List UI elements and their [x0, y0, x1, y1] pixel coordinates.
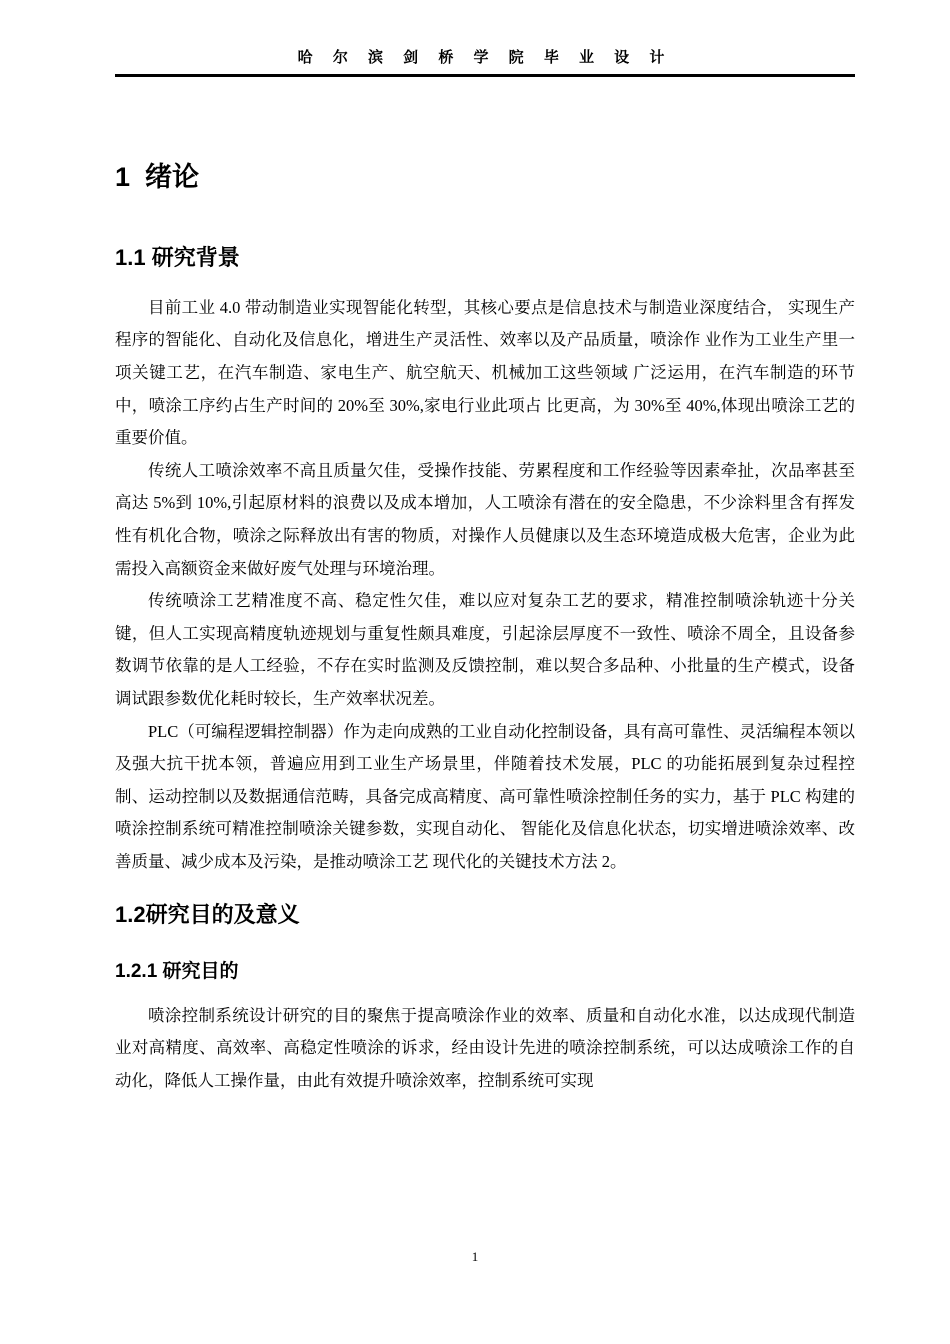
header-title: 哈 尔 滨 剑 桥 学 院 毕 业 设 计 [297, 49, 673, 66]
section-heading-1-1: 1.1 研究背景 [115, 245, 240, 271]
paragraph: PLC（可编程逻辑控制器）作为走向成熟的工业自动化控制设备，具有高可靠性、灵活编程本领以及强大抗干扰本领，普遍应用到工业生产场景里，伴随着技术发展，PLC 的功能拓展到复杂过程控制、运动控制以及数据通信范畴，具备完成高精度、高可靠性喷涂控制任务的实力，基于 PLC 构建的喷涂控制系统可精准控制喷涂关键参数，实现自动化、 智能化及信息化状态，切实增进喷涂效率、改善质量、减少成本及污染，是推动喷涂工艺 现代化的关键技术方法 2。 [115, 721, 855, 871]
page-header [115, 46, 855, 77]
paragraph: 目前工业 4.0 带动制造业实现智能化转型，其核心要点是信息技术与制造业深度结合， 实现生产程序的智能化、自动化及信息化，增进生产灵活性、效率以及产品质量，喷涂作 业作为工业生产里一项关键工艺，在汽车制造、家电生产、航空航天、机械加工这些领域 广泛运用，在汽车制造的环节中，喷涂工序约占生产时间的 20%至 30%,家电行业此项占 比更高，为 30%至 40%,体现出喷涂工艺的重要价值。 [115, 297, 855, 448]
paragraph: 传统喷涂工艺精准度不高、稳定性欠佳，难以应对复杂工艺的要求，精准控制喷涂轨迹十分关键，但人工实现高精度轨迹规划与重复性颇具难度，引起涂层厚度不一致性、喷涂不周全，且设备参数调节依靠的是人工经验，不存在实时监测及反馈控制，难以契合多品种、小批量的生产模式，设备调试跟参数优化耗时较长，生产效率状况差。 [115, 591, 855, 708]
page-number: 1 [471, 1249, 479, 1264]
subsection-heading-1-2-1: 1.2.1 研究目的 [115, 960, 239, 982]
paragraph: 传统人工喷涂效率不高且质量欠佳，受操作技能、劳累程度和工作经验等因素牵扯，次品率甚至高达 5%到 10%,引起原材料的浪费以及成本增加，人工喷涂有潜在的安全隐患，不少涂料里含有挥发性有机化合物，喷涂之际释放出有害的物质，对操作人员健康以及生态环境造成极大危害，企业为此需投入高额资金来做好废气处理与环境治理。 [115, 460, 855, 578]
document-body [115, 161, 855, 1097]
paragraph: 喷涂控制系统设计研究的目的聚焦于提高喷涂作业的效率、质量和自动化水准，以达成现代制造业对高精度、高效率、高稳定性喷涂的诉求，经由设计先进的喷涂控制系统，可以达成喷涂工作的自动化，降低人工操作量，由此有效提升喷涂效率，控制系统可实现 [115, 1005, 855, 1090]
chapter-heading: 1 绪论 [115, 162, 200, 192]
page-footer [0, 1248, 950, 1266]
section-heading-1-2: 1.2研究目的及意义 [115, 902, 300, 928]
